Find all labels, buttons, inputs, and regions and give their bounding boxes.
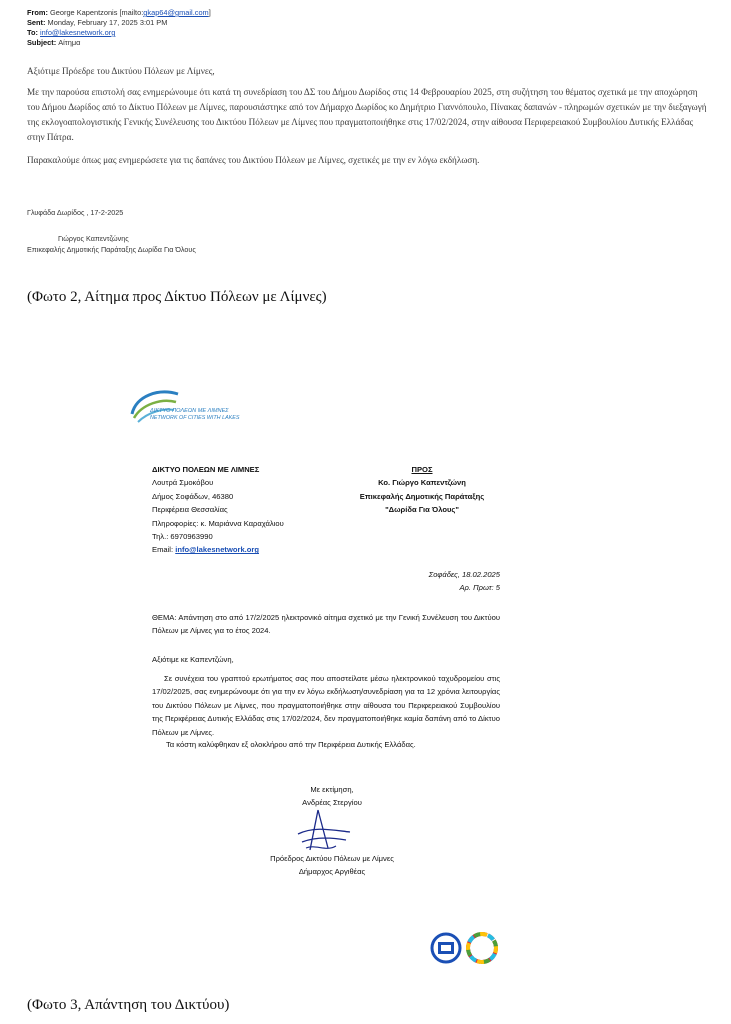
sender-block (152, 463, 352, 557)
recipient-faction: "Δωρίδα Για Όλους" (385, 505, 459, 515)
letter-subject: ΘΕΜΑ: Απάντηση στο από 17/2/2025 ηλεκτρονικό αίτημα σχετικό με την Γενική Συνέλευση του Δικτύου Πόλεων με Λίμνες για το έτος 2024. (152, 613, 500, 636)
recipient-heading: ΠΡΟΣ (411, 465, 433, 474)
from-label: From: (27, 8, 48, 17)
from-email-link[interactable]: gkap64@gmail.com (143, 8, 209, 17)
sender-org-name: ΔΙΚΤΥΟ ΠΟΛΕΩΝ ΜΕ ΛΙΜΝΕΣ (152, 465, 260, 474)
email-place-date: Γλυφάδα Δωρίδος , 17-2-2025 (27, 208, 124, 217)
letter-closing: Με εκτίμηση, (310, 785, 354, 794)
caption-photo-2: (Φωτο 2, Αίτημα προς Δίκτυο Πόλεων με Λίμνες) (27, 289, 327, 305)
logo-text-english: NETWORK OF CITIES WITH LAKES (150, 415, 240, 421)
sender-phone: Τηλ.: 6970963990 (152, 532, 213, 542)
email-paragraph-1: Με την παρούσα επιστολή σας ενημερώνουμε ότι κατά τη συνεδρίαση του ΔΣ του Δήμου Δωρίδος στις 14 Φεβρουαρίου 2025, στη συζήτηση του θέματος σχετικά με την αποχώρηση του Δήμου Δωρίδος από το Δίκτυο Πόλεων με Λίμνες, παρουσιάστηκε από τον Δήμαρχο Δωρίδος κο Δημήτριο Γιαννόπουλο, Πίνακας δαπανών - πληρωμών σχετικών με την διεξαγωγή της εκλογοαπολογιστικής Γενικής Συνέλευσης του Δικτύου Πόλεων με Λίμνες που πραγματοποιήθηκε στις 17/02/2024, στην αίθουσα Περιφερειακού Συμβουλίου Δυτικής Ελλάδας στην Πάτρα. (27, 87, 707, 142)
from-end: ] (208, 8, 211, 17)
logo-text-greek: ΔΙΚΤΥΟ ΠΟΛΕΩΝ ΜΕ ΛΙΜΝΕΣ (150, 408, 229, 414)
closing-block (262, 783, 402, 810)
to-email-link[interactable]: info@lakesnetwork.org (40, 28, 116, 37)
subject-value: Αίτημα (58, 38, 81, 47)
signer-role-block (222, 852, 442, 879)
email-subject-row (27, 38, 211, 48)
signer-role-2: Δήμαρχος Αργιθέας (298, 867, 366, 877)
recipient-block (332, 463, 512, 517)
email-signer-title: Επικεφαλής Δημοτικής Παράταξης Δωρίδα Για Όλους (27, 245, 196, 254)
letter-date: Σοφάδες, 18.02.2025 (428, 570, 500, 579)
network-logo (128, 384, 258, 432)
footer-emblems (430, 932, 500, 964)
from-value: George Kapentzonis [mailto: (50, 8, 144, 17)
email-signer-name: Γιώργος Καπεντζώνης (58, 234, 129, 243)
letter-date-block (380, 568, 500, 595)
sent-label: Sent: (27, 18, 46, 27)
sender-address-3: Περιφέρεια Θεσσαλίας (152, 505, 228, 515)
sender-email-row (152, 543, 352, 556)
email-header (27, 8, 211, 48)
email-body (27, 64, 707, 176)
sender-email-label: Email: (152, 545, 174, 555)
sent-value: Monday, February 17, 2025 3:01 PM (47, 18, 168, 27)
signer-role-1: Πρόεδρος Δικτύου Πόλεων με Λίμνες (270, 854, 394, 863)
letter-protocol-number: Αρ. Πρωτ: 5 (459, 583, 500, 593)
letter-signer-name: Ανδρέας Στεργίου (302, 798, 362, 808)
sender-address-2: Δήμος Σοφάδων, 46380 (152, 491, 234, 501)
email-paragraph-2: Παρακαλούμε όπως μας ενημερώσετε για τις δαπάνες του Δικτύου Πόλεων με Λίμνες, σχετικές με την εν λόγω εκδήλωση. (27, 155, 480, 165)
sdg-wheel-icon (466, 932, 498, 964)
letter-body-2: Τα κόστη καλύφθηκαν εξ ολοκλήρου από την Περιφέρεια Δυτικής Ελλάδας. (166, 740, 416, 749)
sender-email-link[interactable]: info@lakesnetwork.org (175, 545, 260, 555)
letter-salutation: Αξιότιμε κε Καπεντζώνη, (152, 655, 234, 664)
email-sent-row (27, 18, 211, 28)
email-greeting: Αξιότιμε Πρόεδρε του Δικτύου Πόλεων με Λίμνες, (27, 66, 215, 76)
sender-info: Πληροφορίες: κ. Μαριάννα Καραχάλιου (152, 518, 284, 528)
recipient-title: Επικεφαλής Δημοτικής Παράταξης (359, 491, 485, 501)
signature-graphic (288, 808, 358, 854)
to-label: To: (27, 28, 38, 37)
recipient-name: Κο. Γιώργο Καπεντζώνη (378, 478, 466, 488)
subject-label: Subject: (27, 38, 57, 47)
handwritten-signature (288, 808, 358, 854)
sender-address-1: Λουτρά Σμοκόβου (152, 478, 214, 488)
caption-photo-3: (Φωτο 3, Απάντηση του Δικτύου) (27, 997, 230, 1013)
email-from-row (27, 8, 211, 18)
email-to-row (27, 28, 211, 38)
letter-body-1: Σε συνέχεια του γραπτού ερωτήματος σας που αποστείλατε μέσω ηλεκτρονικού ταχυδρομείου στις 17/02/2025, σας ενημερώνουμε ότι για την εν λόγω εκδήλωση/συνεδρίαση για τα 12 χρόνια λειτουργίας του Δικτύου Πόλεων με Λίμνες, που πραγματοποιήθηκε στην αίθουσα του Περιφερειακού Συμβουλίου της Περιφέρειας Δυτικής Ελλάδας στις 17/02/2024, δεν πραγματοποιήθηκε καμία δαπάνη από το Δίκτυο Πόλεων με Λίμνες. (152, 674, 500, 737)
